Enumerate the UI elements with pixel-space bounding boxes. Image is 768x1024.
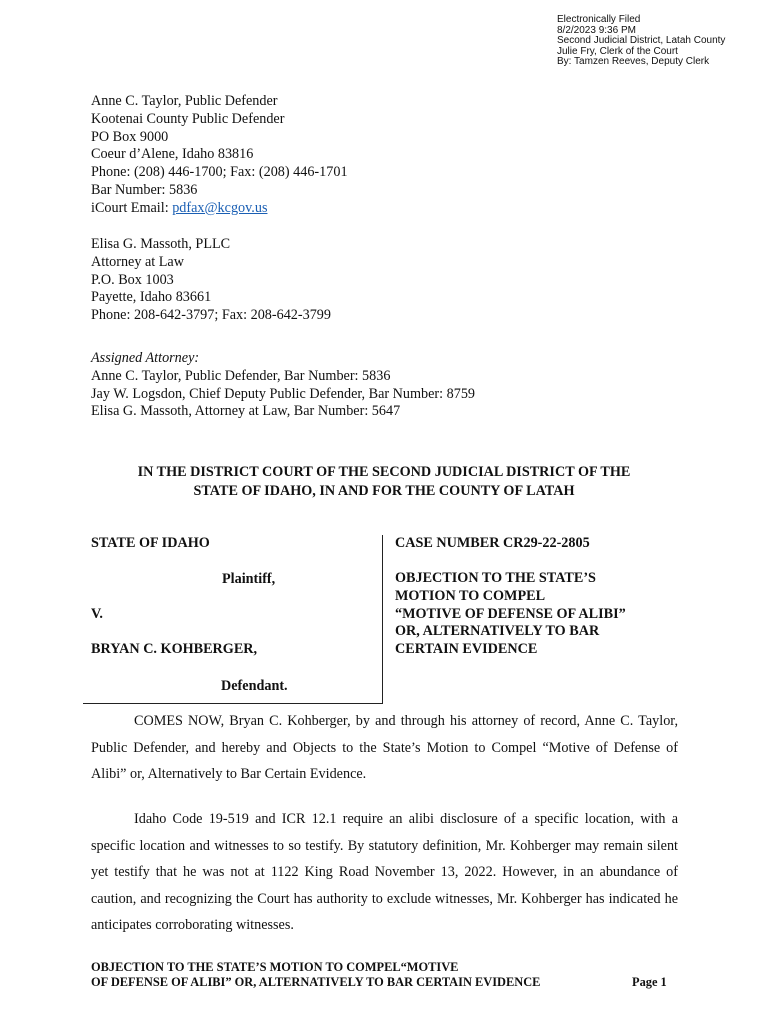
counsel-line: Elisa G. Massoth, PLLC: [91, 236, 231, 252]
page-footer: [91, 960, 540, 990]
plaintiff-role: Plaintiff,: [222, 571, 276, 587]
body-paragraph-1: COMES NOW, Bryan C. Kohberger, by and through his attorney of record, Anne C. Taylor, Public Defender, and hereby and Objects to the State’s Motion to Compel “Motive of Defense of Alibi” or, Alternatively to Bar Certain Evidence.: [91, 713, 678, 783]
body-paragraph-2: Idaho Code 19-519 and ICR 12.1 require an alibi disclosure of a specific location, with a specific location and witnesses to so testify. By statutory definition, Mr. Kohberger may remain silent yet testify that he was not at 1122 King Road November 13, 2022. However, in an abundance of caution, and recognizing the Court has authority to exclude witnesses, Mr. Kohberger has indicated he anticipates corroborating witnesses.: [91, 811, 678, 934]
email-label: iCourt Email:: [91, 199, 173, 216]
stamp-line: Electronically Filed: [557, 14, 641, 25]
stamp-line: Julie Fry, Clerk of the Court: [557, 45, 678, 57]
case-caption-title: [395, 535, 626, 659]
email-link[interactable]: pdfax@kcgov.us: [172, 199, 268, 216]
court-heading: [0, 463, 768, 500]
assigned-line: Anne C. Taylor, Public Defender, Bar Number: 5836: [91, 367, 391, 384]
stamp-line: By: Tamzen Reeves, Deputy Clerk: [557, 56, 710, 68]
footer-line-2: OF DEFENSE OF ALIBI” OR, ALTERNATIVELY TO BAR CERTAIN EVIDENCE: [91, 975, 541, 989]
counsel-line: Kootenai County Public Defender: [91, 110, 285, 127]
court-line-1: IN THE DISTRICT COURT OF THE SECOND JUDICIAL DISTRICT OF THE: [137, 464, 631, 480]
footer-line-1: OBJECTION TO THE STATE’S MOTION TO COMPEL“MOTIVE: [91, 960, 459, 974]
title-line: OBJECTION TO THE STATE’S: [395, 570, 596, 587]
assigned-line: Elisa G. Massoth, Attorney at Law, Bar Number: 5647: [91, 403, 401, 420]
stamp-line: 8/2/2023 9:36 PM: [557, 24, 636, 36]
assigned-line: Jay W. Logsdon, Chief Deputy Public Defender, Bar Number: 8759: [91, 385, 476, 402]
counsel-line: Payette, Idaho 83661: [91, 289, 212, 306]
counsel-line: Coeur d’Alene, Idaho 83816: [91, 146, 254, 163]
title-line: “MOTIVE OF DEFENSE OF ALIBI”: [395, 605, 626, 622]
stamp-line: Second Judicial District, Latah County: [557, 35, 726, 47]
counsel-block-massoth: [91, 236, 331, 325]
title-line: OR, ALTERNATIVELY TO BAR: [395, 623, 600, 640]
title-line: CERTAIN EVIDENCE: [395, 641, 538, 658]
page-number: Page 1: [632, 975, 667, 989]
counsel-line: Anne C. Taylor, Public Defender: [91, 93, 278, 109]
email-line: [91, 200, 348, 218]
assigned-attorney-block: [91, 350, 475, 421]
counsel-line: P.O. Box 1003: [91, 271, 174, 288]
counsel-block-taylor: [91, 93, 348, 218]
title-line: MOTION TO COMPEL: [395, 587, 546, 604]
defendant-name: BRYAN C. KOHBERGER,: [91, 641, 258, 657]
versus: V.: [91, 606, 103, 622]
assigned-heading: Assigned Attorney:: [91, 350, 200, 366]
caption-divider-horizontal: [83, 703, 383, 704]
defendant-role: Defendant.: [221, 678, 288, 694]
counsel-line: Bar Number: 5836: [91, 181, 198, 198]
plaintiff-name: STATE OF IDAHO: [91, 535, 210, 551]
court-line-2: STATE OF IDAHO, IN AND FOR THE COUNTY OF LATAH: [193, 482, 575, 499]
case-number: CASE NUMBER CR29-22-2805: [395, 535, 590, 551]
counsel-line: Phone: (208) 446-1700; Fax: (208) 446-1701: [91, 164, 348, 181]
counsel-line: PO Box 9000: [91, 128, 169, 145]
counsel-line: Phone: 208-642-3797; Fax: 208-642-3799: [91, 307, 331, 324]
filing-stamp: [557, 15, 725, 68]
caption-divider-vertical: [382, 535, 383, 704]
counsel-line: Attorney at Law: [91, 253, 184, 270]
